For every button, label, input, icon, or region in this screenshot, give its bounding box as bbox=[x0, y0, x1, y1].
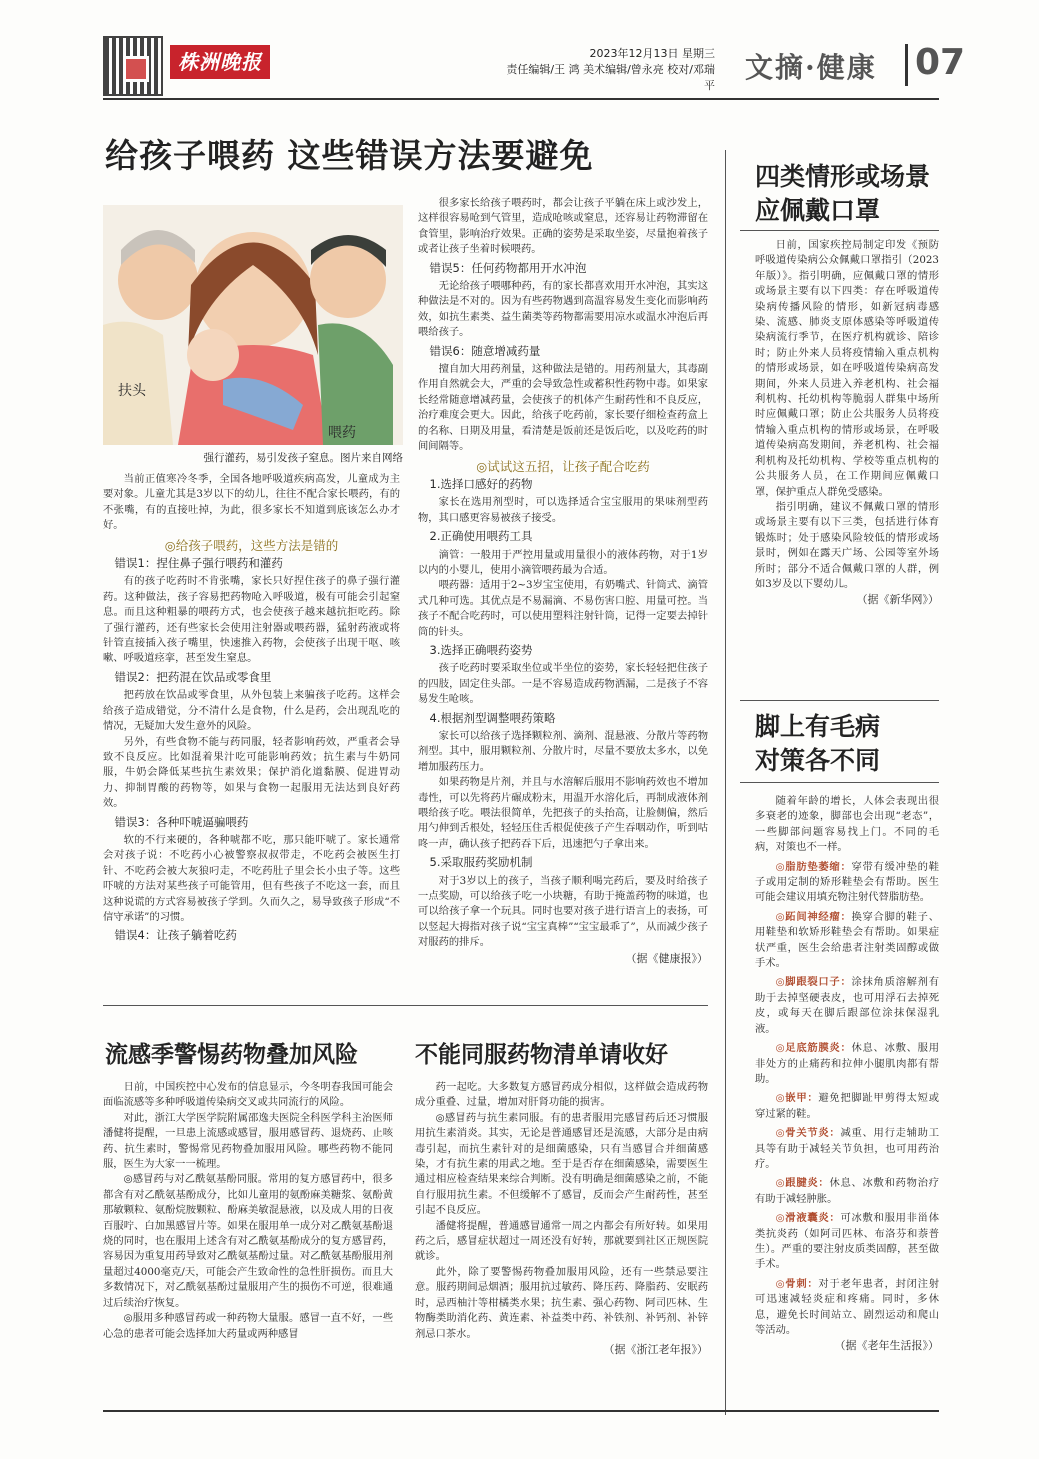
flu-col-2 bbox=[415, 1080, 708, 1357]
masthead-divider bbox=[905, 44, 908, 86]
foot-item-term: ◎足底筋膜炎： bbox=[775, 1042, 852, 1055]
error-1-title: 错误1：捏住鼻子强行喂药和灌药 bbox=[114, 556, 283, 571]
flu-paragraph-8: 此外，除了要警惕药物叠加服用风险，还有一些禁忌要注意。服药期间忌烟酒；服用抗过敏药、降压药、降脂药、安眠药时，忌西柚汁等柑橘类水果；抗生素、强心药物、阿司匹林、生物酶类助消化药、黄连素、补益类中药、补铁剂、补钙剂、补锌剂忌口茶水。 bbox=[415, 1265, 708, 1340]
intro-paragraph: 当前正值寒冷冬季，全国各地呼吸道疾病高发，儿童成为主要对象。儿童尤其是3岁以下的幼儿，往往不配合家长喂药，有的不张嘴，有的直接吐掉，为此，很多家长不知道到底该怎么办才好。 bbox=[103, 473, 400, 532]
section-title: 文摘·健康 bbox=[745, 51, 877, 84]
foot-item bbox=[755, 1091, 939, 1122]
newspaper-logo: 株洲晚报 bbox=[170, 45, 270, 79]
flu-paragraph-1: 日前，中国疾控中心发布的信息显示，今冬明春我国可能会面临流感等多种呼吸道传染病交叉或共同流行的风险。 bbox=[103, 1081, 393, 1109]
tip-4-text-2: 如果药物是片剂，并且与水溶解后服用不影响药效也不增加毒性，可以先将药片碾成粉末，用温开水溶化后，再制成液体剂喂给孩子吃。喂法很简单，先把孩子的头抬高，让脸侧偏，然后用勺伸到舌根处，轻轻压住舌根促使孩子产生吞咽动作，听到咕咚一声，确认孩子把药吞下后，迅速把勺子拿出来。 bbox=[418, 776, 708, 850]
foot-item-term: ◎滑液囊炎： bbox=[775, 1212, 841, 1225]
foot-item-text: 可冰敷和服用非甾体类抗炎药（如阿司匹林、布洛芬和萘普生）。严重的要注射皮质类固醇，甚至做手术。 bbox=[755, 1212, 939, 1271]
tip-4-text-1: 家长可以给孩子选择颗粒剂、滴剂、混悬液、分散片等药物剂型。其中，服用颗粒剂、分散片时，尽量不要放太多水，以免增加服药压力。 bbox=[418, 730, 708, 773]
flu-paragraph-4: ◎服用多种感冒药或一种药物大量服。感冒一直不好，一些心急的患者可能会选择加大药量或两种感冒 bbox=[103, 1312, 393, 1340]
illus-label-wei-yao: 喂药 bbox=[328, 425, 356, 441]
masthead-meta bbox=[500, 46, 715, 94]
tip-3-text: 孩子吃药时要采取坐位或半坐位的姿势，家长轻轻把住孩子的四肢，固定住头部。一是不容易造成药物洒漏，二是孩子不容易发生呛咳。 bbox=[418, 662, 708, 706]
foot-item bbox=[755, 860, 939, 906]
foot-item bbox=[755, 1176, 939, 1207]
right-section-rule bbox=[740, 700, 939, 701]
flu-headline-right: 不能同服药物清单请收好 bbox=[415, 1041, 668, 1068]
foot-item-term: ◎脂肪垫萎缩： bbox=[775, 860, 852, 873]
error-1-text: 有的孩子吃药时不肯张嘴，家长只好捏住孩子的鼻子强行灌药。这种做法，孩子容易把药物呛入呼吸道，极有可能会引起窒息。而且这种粗暴的喂药方式，也会使孩子越来越抗拒吃药。除了强行灌药，还有些家长会使用注射器或喂药器，猛射药液或将针管直接插入孩子嘴里，快速推入药物，会使孩子出现干呕、咳嗽、呼吸道痉挛，甚至发生窒息。 bbox=[103, 575, 400, 665]
main-col-2 bbox=[418, 196, 708, 966]
issue-date: 2023年12月13日 星期三 bbox=[589, 47, 715, 60]
error-4-title: 错误4：让孩子躺着吃药 bbox=[114, 928, 237, 943]
editor-credits: 责任编辑/王 鸿 美术编辑/曾永亮 校对/邓瑞平 bbox=[506, 63, 715, 92]
error-4-text: 很多家长给孩子喂药时，都会让孩子平躺在床上或沙发上，这样很容易呛到气管里，造成呛咳或窒息，还容易让药物滞留在食管里，影响治疗效果。正确的姿势是采取坐姿，尽量抱着孩子或者让孩子坐着时候喂药。 bbox=[418, 197, 708, 256]
foot-item-term: ◎骨关节炎： bbox=[775, 1127, 841, 1140]
qr-code bbox=[103, 36, 163, 96]
foot-item-text: 避免把脚趾甲剪得太短或穿过紧的鞋。 bbox=[755, 1092, 939, 1120]
foot-item-term: ◎跟腱炎： bbox=[775, 1177, 830, 1190]
foot-item-term: ◎嵌甲： bbox=[775, 1092, 819, 1105]
tip-1-title: 1.选择口感好的药物 bbox=[429, 476, 533, 491]
error-2-title: 错误2：把药混在饮品或零食里 bbox=[114, 669, 272, 684]
foot-item-term: ◎骨刺： bbox=[775, 1277, 819, 1290]
foot-item bbox=[755, 1211, 939, 1273]
masks-body bbox=[755, 238, 939, 608]
error-3-title: 错误3：各种吓唬逼骗喂药 bbox=[114, 814, 249, 829]
error-6-text: 擅自加大用药剂量，这种做法是错的。用药剂量大，其毒副作用自然就会大，严重的会导致急性或蓄积性药物中毒。如果家长经常随意增减药量，会使孩子的机体产生耐药性和不良反应，治疗难度会更大。因此，给孩子吃药前，家长要仔细检查药盒上的名称、日期及用量，看清楚是饭前还是饭后吃，以及吃药的时间间隔等。 bbox=[418, 363, 708, 453]
foot-item-text: 换穿合脚的鞋子、用鞋垫和软矫形鞋垫会有帮助。如果症状严重，医生会给患者注射类固醇或做手术。 bbox=[755, 910, 940, 970]
tip-5-title: 5.采取服药奖励机制 bbox=[429, 855, 533, 870]
foot-item-term: ◎脚跟裂口子： bbox=[775, 976, 852, 989]
main-col-1 bbox=[103, 472, 400, 947]
feet-title-line-2: 对策各不同 bbox=[755, 746, 881, 775]
error-2-text-1: 把药放在饮品或零食里，从外包装上来骗孩子吃药。这样会给孩子造成错觉，分不清什么是食物，什么是药，会出现乱吃的情况，无疑加大发生意外的风险。 bbox=[103, 689, 400, 733]
tip-1-text: 家长在选用剂型时，可以选择适合宝宝服用的果味剂型药物，其口感更容易被孩子接受。 bbox=[418, 496, 708, 524]
foot-item bbox=[755, 910, 939, 972]
masks-paragraph-1: 日前，国家疾控局制定印发《预防呼吸道传染病公众佩戴口罩指引（2023年版）》。指引明确，应佩戴口罩的情形或场景主要有以下四类：存在呼吸道传染病传播风险的情形，如新冠病毒感染、流感、肺炎支原体感染等呼吸道传染病流行季节，在医疗机构就诊、陪诊时；防止外来人员将疫情输入重点机构的情形或场景，如在呼吸道传染病高发期间，外来人员进入养老机构、社会福利机构、托幼机构等脆弱人群集中场所时应佩戴口罩；防止公共服务人员将疫情输入重点机构的情形或场景，在呼吸道传染病高发期间，养老机构、社会福利机构及托幼机构、学校等重点机构的公共服务人员，在工作期间应佩戴口罩，保护重点人群免受感染。 bbox=[755, 239, 939, 498]
bottom-section-rule bbox=[103, 1005, 708, 1006]
foot-item bbox=[755, 1041, 939, 1087]
tip-4-title: 4.根据剂型调整喂药策略 bbox=[429, 710, 556, 725]
flu-paragraph-7: 潘健将提醒，普通感冒通常一周之内都会有所好转。如果用药之后，感冒症状超过一周还没有好转，那就要到社区正规医院就诊。 bbox=[415, 1219, 708, 1263]
wrong-methods-heading: ◎给孩子喂药，这些方法是错的 bbox=[164, 537, 339, 553]
foot-item bbox=[755, 1277, 939, 1339]
family-feeding-illustration bbox=[103, 205, 403, 445]
flu-paragraph-5: 药一起吃。大多数复方感冒药成分相似，这样做会造成药物成分重叠、过量，增加对肝肾功能的损害。 bbox=[415, 1081, 708, 1109]
tip-3-title: 3.选择正确喂药姿势 bbox=[429, 642, 533, 657]
feet-intro: 随着年龄的增长，人体会表现出很多衰老的迹象，脚部也会出现“老态”，一些脚部问题容易找上门。不同的毛病，对策也不一样。 bbox=[755, 795, 939, 854]
masks-title-rule bbox=[740, 230, 939, 231]
error-5-title: 错误5：任何药物都用开水冲泡 bbox=[429, 260, 587, 275]
foot-item-term: ◎跖间神经瘤： bbox=[775, 910, 852, 923]
feet-source: （据《老年生活报》） bbox=[834, 1339, 939, 1353]
main-source: （据《健康报》） bbox=[625, 951, 708, 965]
illus-label-fu-tou: 扶头 bbox=[118, 383, 146, 399]
page-number: 07 bbox=[915, 42, 966, 83]
tip-2-text-1: 滴管：一般用于严控用量或用量很小的液体药物，对于1岁以内的小婴儿，使用小滴管喂药最为合适。 bbox=[418, 548, 708, 576]
foot-item-text: 涂抹角质溶解剂有助于去掉坚硬表皮，也可用浮石去掉死皮，或每天在脚后跟部位涂抹保湿乳液。 bbox=[755, 976, 940, 1035]
foot-item-text: 穿带有缓冲垫的鞋子或用定制的矫形鞋垫会有帮助。医生可能会建议用填充物注射代替脂肪垫。 bbox=[755, 860, 940, 904]
flu-headline-left: 流感季警惕药物叠加风险 bbox=[105, 1041, 358, 1068]
error-3-text: 软的不行来硬的，各种唬都不吃，那只能吓唬了。家长通常会对孩子说：不吃药小心被警察叔叔带走，不吃药会被医生打针、不吃药会被大灰狼叼走，不吃药肚子里会长小虫子等。这些吓唬的方法对某些孩子可能管用，但有些孩子不吃这一套，而且这种说谎的方式容易被孩子学到。久而久之，易导致孩子形成“不信守承诺”的习惯。 bbox=[103, 833, 400, 923]
image-caption: 强行灌药，易引发孩子窒息。图片来自网络 bbox=[203, 452, 403, 464]
masks-title-line-2: 应佩戴口罩 bbox=[755, 196, 881, 225]
masks-source: （据《新华网》） bbox=[856, 593, 939, 607]
foot-item-text: 对于老年患者，封闭注射可迅速减轻炎症和疼痛。同时，多休息，避免长时间站立、剧烈运动和爬山等活动。 bbox=[755, 1277, 939, 1336]
flu-paragraph-2: 对此，浙江大学医学院附属邵逸夫医院全科医学科主治医师潘健将提醒，一旦患上流感或感冒，服用感冒药、退烧药、止咳药、抗生素时，警惕常见药物叠加服用风险。哪些药物不能同服，医生为大家一一梳理。 bbox=[103, 1111, 393, 1171]
foot-item bbox=[755, 1126, 939, 1172]
tip-5-text: 对于3岁以上的孩子，当孩子顺利喝完药后，要及时给孩子一点奖励，可以给孩子吃一小块糖，有助于掩盖药物的味道，也可以给孩子拿一个玩具。同时也要对孩子进行语言上的表扬，可以竖起大拇指对孩子说“宝宝真棒”“宝宝最乖了”，从而减少孩子对服药的排斥。 bbox=[418, 874, 708, 949]
feet-title-rule bbox=[740, 782, 939, 783]
tip-2-text-2: 喂药器：适用于2~3岁宝宝使用，有奶嘴式、针筒式、滴管式几种可选。其优点是不易漏滴、不易伤害口腔、用量可控。当孩子不配合吃药时，可以使用塑料注射针筒，记得一定要去掉针筒的针头。 bbox=[418, 579, 708, 638]
article-illustration bbox=[103, 205, 403, 445]
masks-paragraph-2: 指引明确，建议不佩戴口罩的情形或场景主要有以下三类，包括进行体育锻炼时；处于感染风险较低的情形或场景时，例如在露天广场、公园等室外场所时；部分不适合佩戴口罩的人群，例如3岁及以下婴幼儿。 bbox=[755, 500, 939, 590]
flu-paragraph-3: ◎感冒药与对乙酰氨基酚同服。常用的复方感冒药中，很多都含有对乙酰氨基酚成分，比如儿童用的氨酚麻美糖浆、氨酚黄那敏颗粒、氨酚烷胺颗粒、酚麻美敏混悬液，以及成人用的日夜百服咛、白加黑感冒片等。如果在服用单一成分对乙酰氨基酚退烧的同时，也在服用上述含有对乙酰氨基酚成分的复方感冒药，容易因为重复用药导致对乙酰氨基酚过量。对乙酰氨基酚服用剂量超过4000毫克/天，可能会产生致命性的急性肝损伤。而且大多数情况下，对乙酰氨基酚过量服用产生的损伤不可逆，很难通过后续治疗恢复。 bbox=[103, 1173, 393, 1309]
tips-heading: ◎试试这五招，让孩子配合吃药 bbox=[476, 458, 650, 474]
tip-2-title: 2.正确使用喂药工具 bbox=[429, 529, 533, 544]
foot-item bbox=[755, 975, 939, 1037]
feet-headline bbox=[755, 710, 880, 778]
masks-title-line-1: 四类情形或场景 bbox=[755, 162, 931, 191]
column-divider bbox=[725, 150, 726, 1415]
error-6-title: 错误6：随意增减药量 bbox=[429, 343, 541, 358]
feet-body bbox=[755, 794, 939, 1354]
foot-item-text: 休息、冰敷和药物治疗有助于减轻肿胀。 bbox=[755, 1177, 939, 1205]
page-bottom-rule bbox=[103, 1410, 939, 1412]
flu-col-1 bbox=[103, 1080, 393, 1342]
foot-item-text: 休息、冰敷、服用非处方的止痛药和拉伸小腿肌肉都有帮助。 bbox=[755, 1042, 940, 1085]
error-2-text-2: 另外，有些食物不能与药同服，轻者影响药效，严重者会导致不良反应。比如混着果汁吃可能影响药效；抗生素与牛奶同服，牛奶会降低某些抗生素效果；保护消化道黏膜、促进胃动力、抑制胃酸的药物等，如果与食物一起服用无法达到良好药效。 bbox=[103, 735, 400, 810]
foot-item-text: 减重、用行走辅助工具等有助于减轻关节负担，也可用药治疗。 bbox=[755, 1127, 939, 1170]
flu-source: （据《浙江老年报》） bbox=[603, 1342, 708, 1356]
masks-headline bbox=[755, 160, 930, 228]
error-5-text: 无论给孩子喂哪种药，有的家长都喜欢用开水冲泡，其实这种做法是不对的。因为有些药物遇到高温容易发生变化而影响药效，如抗生素类、益生菌类等药物都需要用凉水或温水冲泡后再喂给孩子。 bbox=[418, 280, 708, 339]
feet-title-line-1: 脚上有毛病 bbox=[755, 712, 881, 741]
main-headline: 给孩子喂药 这些错误方法要避免 bbox=[105, 136, 594, 175]
masthead-rule bbox=[103, 98, 939, 100]
flu-paragraph-6: ◎感冒药与抗生素同服。有的患者服用完感冒药后还习惯服用抗生素消炎。其实，无论是普通感冒还是流感，大部分是由病毒引起，而抗生素针对的是细菌感染，只有当感冒合并细菌感染，才有抗生素的用武之地。至于是否存在细菌感染，需要医生通过相应检查结果来综合判断。没有明确是细菌感染之前，不能自行服用抗生素。不但缓解不了感冒，反而会产生耐药性，甚至引起不良反应。 bbox=[415, 1111, 708, 1217]
